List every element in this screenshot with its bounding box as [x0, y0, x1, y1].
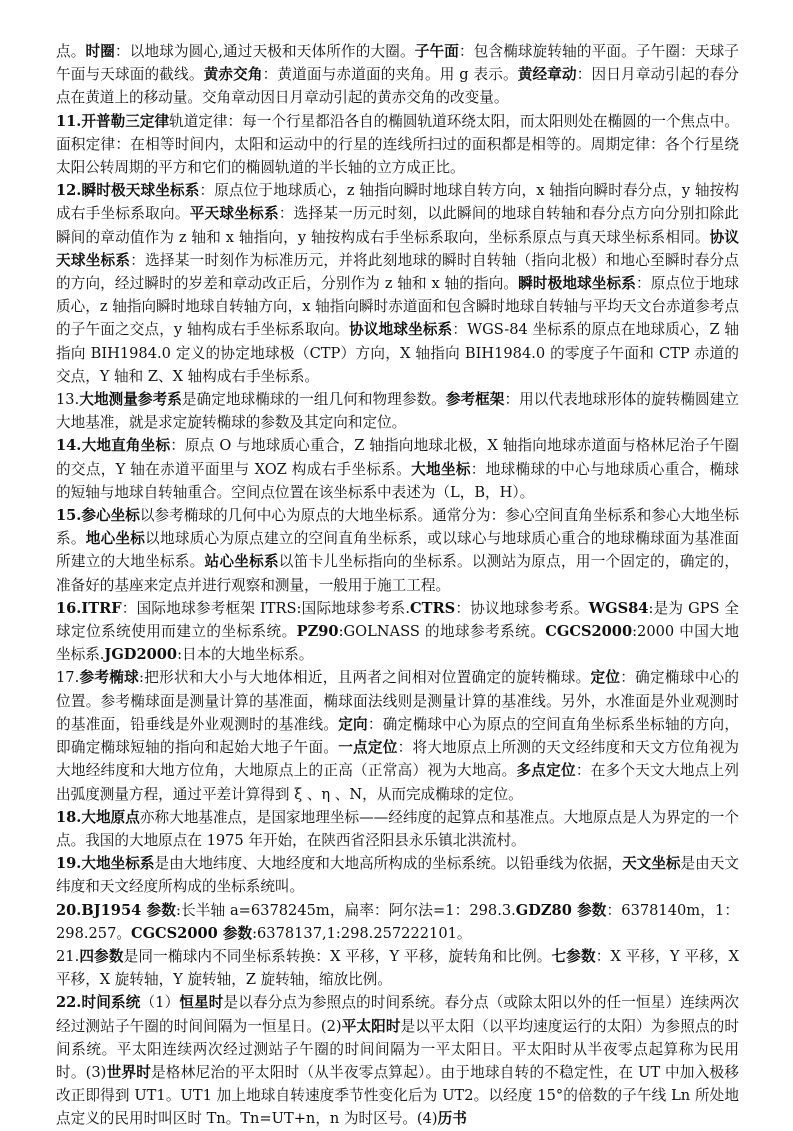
term-label: 瞬时极地球坐标系: [518, 275, 637, 293]
body-text: 以参考椭球的几何中心为原点的大地坐标系。通常分为：参心空间直角坐标系和参心大地坐标系。: [56, 507, 740, 548]
paragraph-p17: [56, 666, 739, 805]
body-text: （1）: [140, 994, 180, 1012]
term-label: GDZ80 参数: [515, 901, 607, 919]
term-label: 11.开普勒三定律: [56, 112, 170, 130]
term-label: CGCS2000: [545, 623, 633, 641]
body-text: 是格林尼治的平太阳时（从半夜零点算起）。由于地球自转的不稳定性，在 UT 中加入极移改正即得到 UT1。UT1 加上地球自转速度季节性变化后为 UT2。以经度 15°的倍数的子午线 Ln 所处地点定义的民用时叫区时 Tn。Tn=UT+n，n 为时区号。(4): [56, 1063, 739, 1128]
term-label: 22.时间系统: [56, 994, 141, 1012]
document-page: [56, 40, 739, 1131]
body-text: :把形状和大小与大地体相近，且两者之间相对位置确定的旋转椭球。: [139, 669, 591, 687]
term-label: PZ90: [296, 623, 339, 641]
body-text: ：因日月章动引起的春分点在黄道上的移动量。交角章动因日月章动引起的黄赤交角的改变量。: [56, 66, 739, 107]
term-label: 大地测量参考系: [79, 391, 182, 409]
term-label: 16.ITRF: [56, 599, 122, 617]
body-text: :2000 中国大地坐标系.: [56, 623, 739, 664]
term-label: CTRS: [410, 599, 456, 617]
body-text: 17.: [56, 669, 80, 687]
term-label: 14.大地直角坐标: [56, 437, 171, 455]
body-text: ：确定椭球中心为原点的空间直角坐标系坐标轴的方向，即确定椭球短轴的指向和起始大地子午面。: [56, 715, 739, 757]
body-text: ：WGS-84 坐标系的原点在地球质心，Z 轴指向 BIH1984.0 定义的协定地球极（CTP）方向，X 轴指向 BIH1984.0 的零度子午面和 CTP 赤道的交点，Y 轴和 Z、X 轴构成右手坐标系。: [56, 321, 739, 385]
term-label: 黄赤交角: [203, 66, 263, 84]
term-label: 18.大地原点: [56, 808, 140, 826]
body-text: 是由大地纬度、大地经度和大地高所构成的坐标系统。以铅垂线为依据，: [154, 855, 623, 873]
body-text: :长半轴 a=6378245m，扁率：阿尔法=1：298.3.: [175, 901, 516, 919]
paragraph-p11: [56, 110, 739, 180]
term-label: 参考椭球: [79, 669, 140, 687]
body-text: ：确定椭球中心的位置。参考椭球面是测量计算的基准面，椭球面法线则是测量计算的基准线。另外，水准面是外业观测时的基准面，铅垂线是外业观测时的基准线。: [56, 669, 739, 733]
body-text: :日本的大地坐标系。: [177, 646, 314, 664]
body-text: ：在多个天文大地点上列出弧度测量方程，通过平差计算得到 ξ 、η 、N，从而完成椭球的定位。: [56, 762, 739, 803]
body-text: ：将大地原点上所测的天文经纬度和天文方位角视为大地经纬度和大地方位角，大地原点上的正高（正常高）视为大地高。: [56, 739, 739, 780]
body-text: ：黄道面与赤道面的夹角。用 g 表示。: [262, 66, 518, 84]
paragraph-p21: [56, 945, 739, 991]
term-label: 20.BJ1954 参数: [56, 901, 176, 919]
term-label: 19.大地坐标系: [56, 855, 155, 873]
body-text: 以地球质心为原点建立的空间直角坐标系，或以球心与地球质心重合的地球椭球面为基准面所建立的大地坐标系。: [56, 530, 739, 571]
body-text: ：国际地球参考框架 ITRS:国际地球参考系.: [121, 599, 410, 617]
term-label: 平天球坐标系: [189, 205, 279, 223]
term-label: 恒星时: [179, 994, 224, 1012]
term-label: 平太阳时: [341, 1017, 401, 1035]
paragraph-p12: [56, 179, 739, 388]
body-text: 是以春分点为参照点的时间系统。春分点（或除太阳以外的任一恒星）连续两次经过测站子午圈的时间间隔为一恒星日。(2): [56, 994, 739, 1035]
body-text: :GOLNASS 的地球参考系统。: [338, 623, 546, 641]
term-label: 一点定位: [338, 739, 398, 757]
term-label: 定向: [338, 715, 368, 733]
body-text: ：原点位于地球质心，z 轴指向瞬时地球自转轴方向，x 轴指向瞬时赤道面和包含瞬时地球自转轴与平均天文台赤道参考点的子午面之交点，y 轴构成右手坐标系取向。: [56, 275, 739, 339]
body-text: 亦称大地基准点，是国家地理坐标——经纬度的起算点和基准点。大地原点是人为界定的一个点。我国的大地原点在 1975 年开始，在陕西省泾阳县永乐镇北洪流村。: [56, 808, 739, 849]
body-text: 13.: [56, 391, 80, 409]
paragraph-p14: [56, 434, 739, 504]
term-label: 子午面: [414, 43, 459, 60]
body-text: 是同一椭球内不同坐标系转换：X 平移，Y 平移，旋转角和比例。: [123, 947, 552, 965]
paragraph-p13: [56, 388, 739, 434]
body-text: ：原点 O 与地球质心重合，Z 轴指向地球北极，X 轴指向地球赤道面与格林尼治子午圈的交点，Y 轴在赤道平面里与 XOZ 构成右手坐标系。: [56, 437, 739, 478]
term-label: 七参数: [551, 947, 596, 965]
term-label: 四参数: [79, 947, 124, 965]
paragraph-p22: [56, 991, 739, 1130]
term-label: 大地坐标: [411, 460, 471, 478]
term-label: 协议地球坐标系: [349, 321, 453, 339]
term-label: 参考框架: [445, 391, 505, 409]
body-text: ：地球椭球的中心与地球质心重合，椭球的短轴与地球自转轴重合。空间点位置在该坐标系中表述为（L，B，H）。: [56, 460, 739, 501]
body-text: :是为 GPS 全球定位系统使用而建立的坐标系统。: [56, 599, 740, 641]
body-text: 是由天文纬度和天文经度所构成的坐标系统叫。: [56, 855, 739, 896]
term-label: JGD2000: [104, 646, 178, 664]
paragraph-p0: [56, 40, 739, 110]
term-label: 世界时: [106, 1063, 152, 1081]
term-label: CGCS2000 参数: [130, 924, 253, 942]
paragraph-p16: [56, 597, 739, 667]
term-label: 天文坐标: [622, 855, 681, 873]
body-text: ：以地球为圆心,通过天极和天体所作的大圈。: [115, 43, 415, 60]
paragraph-p18: [56, 806, 739, 852]
term-label: 站心坐标系: [204, 553, 279, 571]
body-text: ：协议地球参考系。: [455, 599, 589, 617]
term-label: WGS84: [588, 599, 649, 617]
body-text: ：选择某一历元时刻，以此瞬间的地球自转轴和春分点方向分别扣除此瞬间的章动值作为 z 轴和 x 轴指向，y 轴按构成右手坐标系取向，坐标系原点与真天球坐标系相同。: [56, 205, 739, 246]
term-label: 黄经章动: [517, 66, 577, 84]
body-text: 以笛卡儿坐标指向的坐标系。以测站为原点，用一个固定的，确定的，准备好的基座来定点并进行观察和测量，一般用于施工工程。: [56, 553, 739, 594]
body-text: ：原点位于地球质心，z 轴指向瞬时地球自转方向，x 轴指向瞬时春分点，y 轴按构成右手坐标系取向。: [56, 182, 740, 223]
body-text: 是确定地球椭球的一组几何和物理参数。: [181, 391, 446, 409]
term-label: 多点定位: [516, 762, 576, 780]
term-label: 12.瞬时极天球坐标系: [56, 182, 200, 200]
paragraph-p20: [56, 899, 739, 945]
body-text: ：包含椭球旋转轴的平面。子午圈：天球子午面与天球面的截线。: [56, 43, 739, 84]
paragraph-p15: [56, 504, 739, 597]
paragraph-p19: [56, 852, 739, 898]
body-text: 轨道定律：每一个行星都沿各自的椭圆轨道环绕太阳，而太阳则处在椭圆的一个焦点中。面积定律：在相等时间内，太阳和运动中的行星的连线所扫过的面积都是相等的。周期定律：各个行星绕太阳公转周期的平方和它们的椭圆轨道的半长轴的立方成正比。: [56, 112, 739, 177]
term-label: 时圈: [85, 43, 115, 60]
term-label: 15.参心坐标: [56, 507, 140, 525]
body-text: ：选择某一时刻作为标准历元，并将此刻地球的瞬时自转轴（指向北极）和地心至瞬时春分点的方向，经过瞬时的岁差和章动改正后，分别作为 z 轴和 x 轴的指向。: [56, 251, 739, 293]
body-text: 是以平太阳（以平均速度运行的太阳）为参照点的时间系统。平太阳连续两次经过测站子午圈的时间间隔为一平太阳日。平太阳时从半夜零点起算称为民用时。(3): [56, 1017, 739, 1081]
body-text: ：用以代表地球形体的旋转椭圆建立大地基准，就是求定旋转椭球的参数及其定向和定位。: [56, 391, 739, 432]
body-text: 21.: [56, 947, 80, 965]
term-label: 协议天球坐标系: [56, 228, 739, 269]
term-label: 地心坐标: [85, 530, 146, 548]
term-label: 历书: [437, 1110, 467, 1128]
term-label: 定位: [590, 669, 621, 687]
body-text: ：6378140m，1：298.257。: [56, 901, 739, 942]
body-text: ：X 平移，Y 平移，X 平移，X 旋转轴，Y 旋转轴，Z 旋转轴，缩放比例。: [56, 947, 739, 989]
body-text: :6378137,1:298.257222101。: [252, 924, 472, 942]
body-text: 点。: [56, 43, 86, 60]
